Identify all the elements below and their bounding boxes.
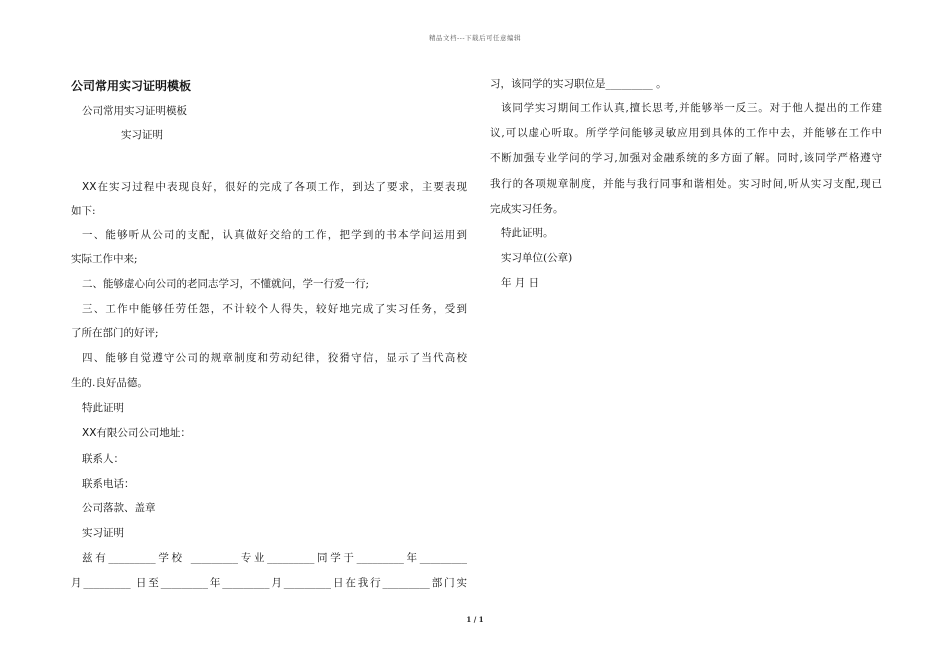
certificate-heading-2: 实习证明 — [82, 527, 124, 539]
item2-line-1: 二、能够虚心向公司的老同志学习，不懂就问，学一行爱一行; — [82, 278, 370, 290]
item3-line-1: 三、工作中能够任劳任怨，不计较个人得失，较好地完成了实习任务，受到 — [82, 303, 467, 315]
intro-line-1 — [71, 180, 467, 194]
date-line: 年 月 日 — [501, 277, 540, 289]
intro-text: 在实习过程中表现良好，很好的完成了各项工作，到达了要求，主要表现 — [96, 181, 467, 193]
right-line-1: 习，该同学的实习职位是_________ 。 — [490, 78, 667, 90]
unit-seal: 实习单位(公章) — [501, 252, 573, 264]
intro-line-2: 如下: — [71, 205, 96, 217]
form-line-1: 兹有_________学校 _________专业_________同学于_________年_________ — [82, 552, 467, 564]
item1-line-2: 实际工作中来; — [71, 253, 138, 265]
para-line-1: 该同学实习期间工作认真,擅长思考,并能够举一反三。对于他人提出的工作建 — [501, 102, 882, 114]
right-certify: 特此证明。 — [501, 227, 554, 239]
page-number: 1 / 1 — [466, 615, 484, 624]
document-title: 公司常用实习证明模板 — [71, 79, 192, 93]
contact-phone: 联系电话： — [82, 478, 135, 490]
certify-text: 特此证明 — [82, 402, 124, 414]
para-line-2: 议,可以虚心听取。所学学问能够灵敏应用到具体的工作中去，并能够在工作中 — [490, 127, 882, 139]
item3-line-2: 了所在部门的好评; — [71, 327, 159, 339]
item4-line-1: 四、能够自觉遵守公司的规章制度和劳动纪律，狡猾守信，显示了当代高校 — [82, 352, 467, 364]
company-text: 有限公司公司地址： — [96, 427, 191, 439]
page-header: 精品文档---下载后可任意编辑 — [428, 34, 522, 42]
certificate-heading: 实习证明 — [121, 129, 163, 141]
intro-prefix: XX — [82, 181, 97, 193]
para-line-3: 不断加强专业学问的学习,加强对金融系统的多方面了解。同时,该同学严格遵守 — [490, 152, 882, 164]
item1-line-1: 一、能够听从公司的支配，认真做好交给的工作，把学到的书本学问运用到 — [82, 229, 467, 241]
item4-line-2: 生的.良好品德。 — [71, 377, 148, 389]
seal-text: 公司落款、盖章 — [82, 502, 156, 514]
form-line-2: 月_________ 日至_________年_________月_________日在我行_________部门实 — [71, 577, 467, 589]
company-prefix: XX — [82, 427, 97, 439]
subtitle: 公司常用实习证明模板 — [82, 105, 187, 117]
company-address — [71, 426, 467, 440]
para-line-4: 我行的各项规章制度，并能与我行同事和谐相处。实习时间,听从实习支配,现已 — [490, 178, 882, 190]
para-line-5: 完成实习任务。 — [490, 203, 564, 215]
contact-person: 联系人： — [82, 453, 124, 465]
